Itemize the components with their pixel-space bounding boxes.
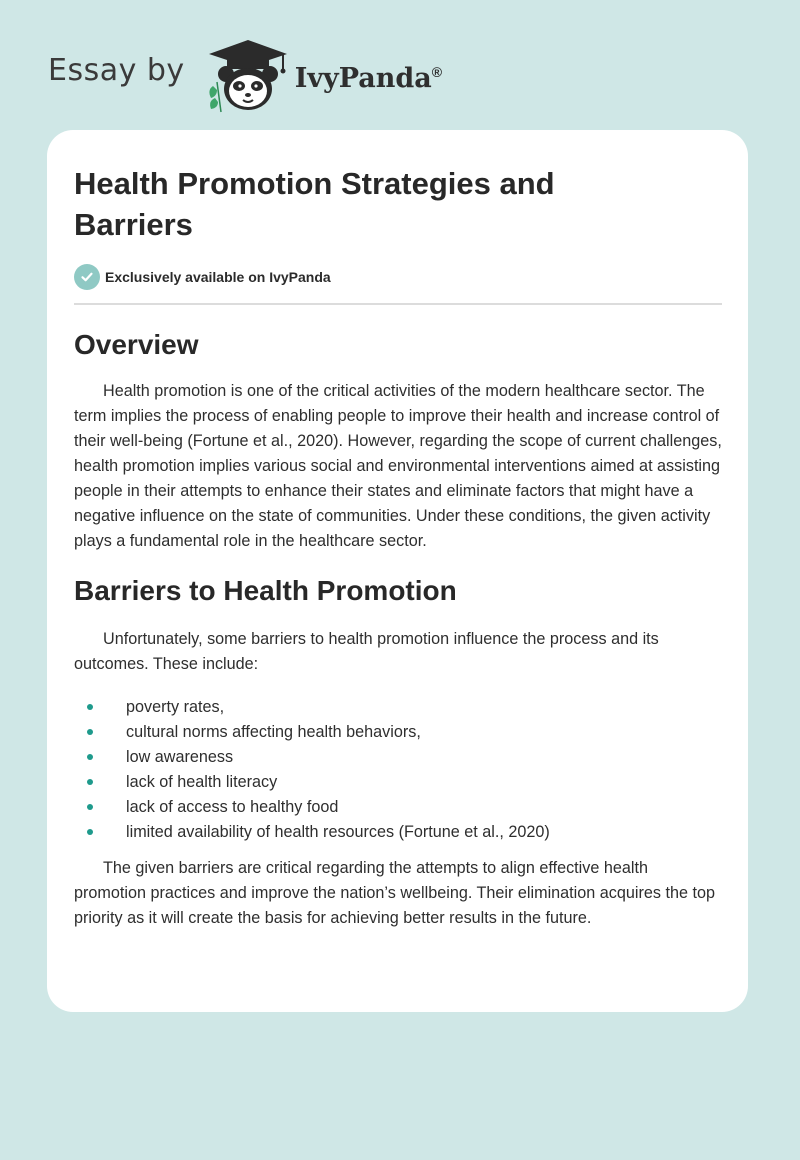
brand-prefix: Essay by bbox=[48, 52, 185, 88]
list-item bbox=[74, 795, 722, 820]
list-item-text: lack of health literacy bbox=[126, 773, 278, 791]
list-item bbox=[74, 745, 722, 770]
divider bbox=[74, 303, 722, 305]
brand-name-text: IvyPanda bbox=[294, 62, 432, 94]
list-item bbox=[74, 820, 722, 845]
essay-card bbox=[47, 130, 748, 1012]
check-circle-icon bbox=[74, 264, 100, 290]
brand-name bbox=[295, 63, 442, 94]
page-title: Health Promotion Strategies and Barriers bbox=[74, 166, 555, 242]
section-heading-overview: Overview bbox=[74, 329, 199, 360]
list-item bbox=[74, 770, 722, 795]
list-item bbox=[74, 720, 722, 745]
section-heading-barriers: Barriers to Health Promotion bbox=[74, 575, 457, 606]
list-item-text: cultural norms affecting health behaviors, bbox=[126, 723, 421, 741]
list-item-text: low awareness bbox=[126, 748, 234, 766]
registered-mark: ® bbox=[431, 63, 443, 80]
bullet-icon bbox=[87, 754, 93, 760]
panda-graduate-logo-icon[interactable] bbox=[203, 36, 293, 116]
barriers-list bbox=[74, 695, 722, 845]
list-item-text: poverty rates, bbox=[126, 698, 225, 716]
list-item bbox=[74, 695, 722, 720]
overview-paragraph: Health promotion is one of the critical activities of the modern healthcare sector. The term implies the process of enabling people to improve their health and increase control of their well-being (Fortune et al., 2020). However, regarding the scope of current challenges, health promotion implies various social and environmental interventions aimed at assisting people in their attempts to enhance their states and eliminate factors that might have a negative influence on the state of communities. Under these conditions, the given activity plays a fundamental role in the healthcare sector. bbox=[74, 382, 722, 550]
bullet-icon bbox=[87, 779, 93, 785]
exclusive-badge bbox=[74, 264, 722, 290]
site-header bbox=[48, 36, 442, 116]
bullet-icon bbox=[87, 829, 93, 835]
bullet-icon bbox=[87, 804, 93, 810]
bullet-icon bbox=[87, 704, 93, 710]
list-item-text: limited availability of health resources (Fortune et al., 2020) bbox=[126, 823, 550, 841]
list-item-text: lack of access to healthy food bbox=[126, 798, 339, 816]
barriers-conclusion-paragraph: The given barriers are critical regarding the attempts to align effective health promotion practices and improve the nation’s wellbeing. Their elimination acquires the top priority as it will create the basis for achieving better results in the future. bbox=[74, 859, 715, 927]
exclusive-label: Exclusively available on IvyPanda bbox=[105, 269, 331, 285]
bullet-icon bbox=[87, 729, 93, 735]
barriers-intro-paragraph: Unfortunately, some barriers to health promotion influence the process and its outcomes. These include: bbox=[74, 630, 659, 673]
